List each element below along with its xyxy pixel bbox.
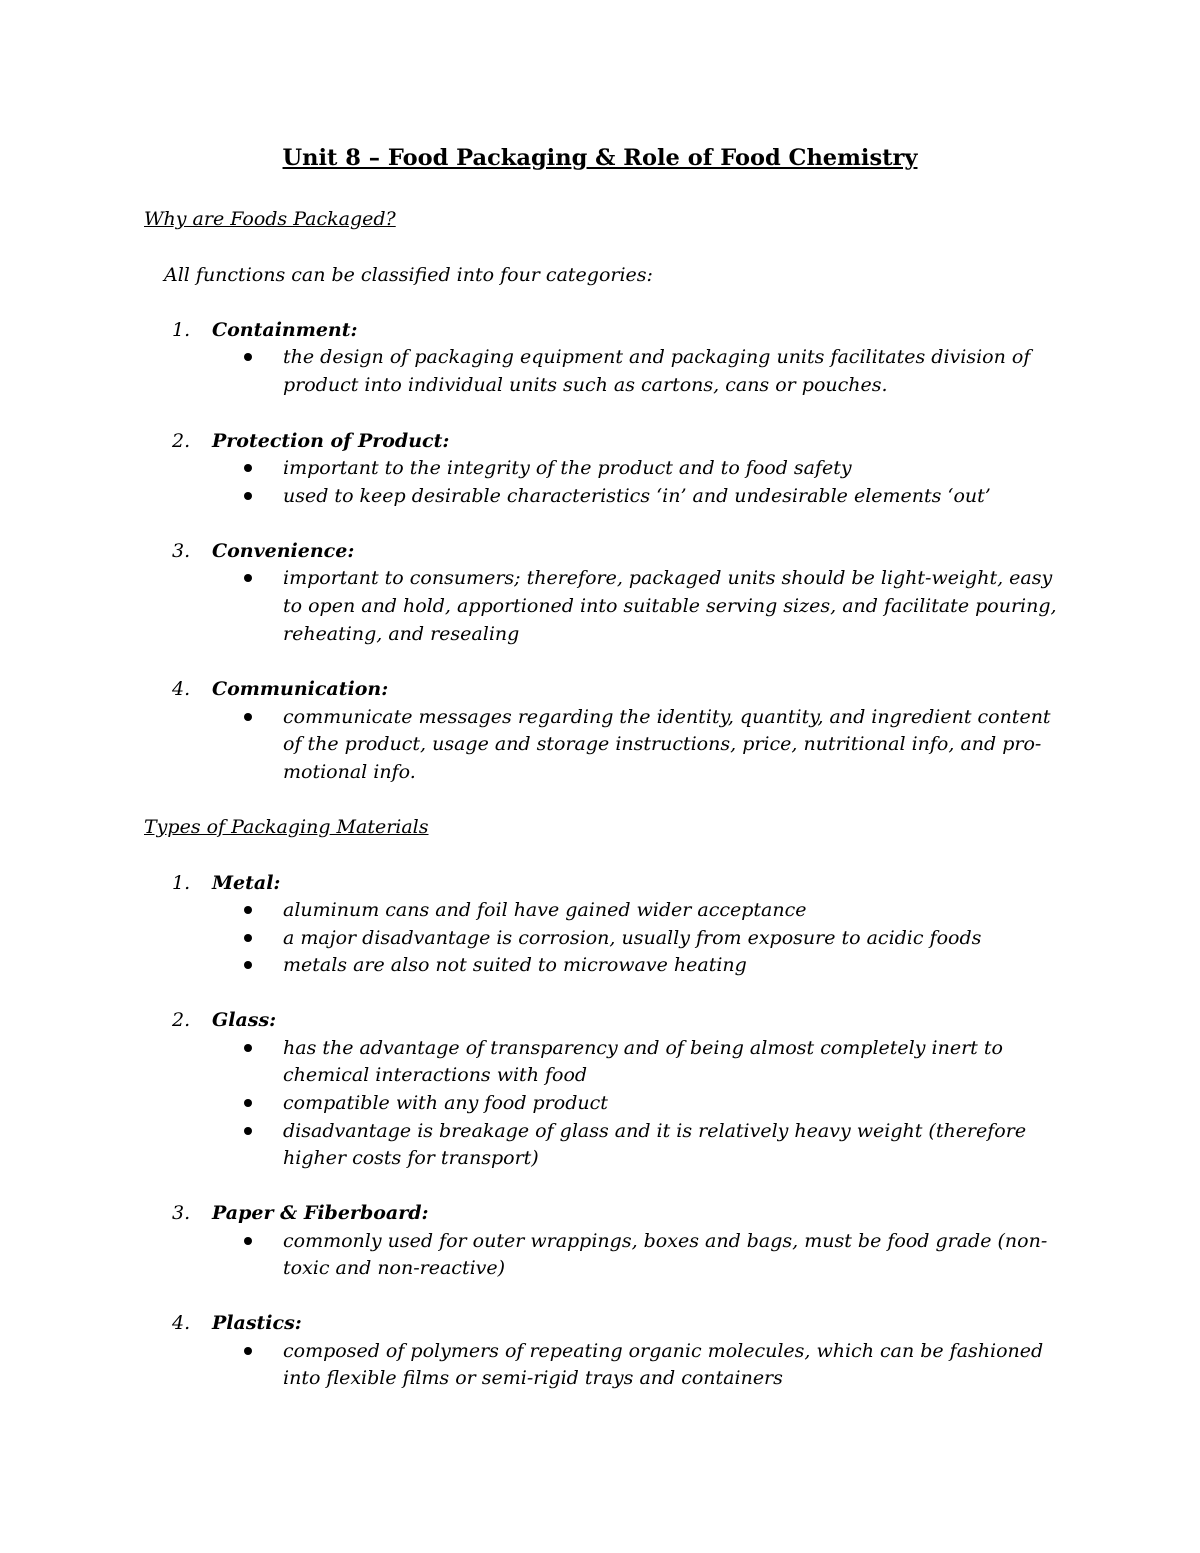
bullet-dot (244, 464, 252, 472)
list-number: 3. (172, 1202, 191, 1224)
bullet-text: compatible with any food product (283, 1092, 608, 1114)
list-number: 2. (172, 1009, 191, 1031)
bullet-text: important to consumers; therefore, packaged units should be light-weight, easy (283, 567, 1053, 589)
list-number: 4. (172, 678, 191, 700)
list-number: 4. (172, 1312, 191, 1334)
item-label-metal: Metal: (212, 872, 281, 894)
bullet-text: aluminum cans and foil have gained wider acceptance (283, 899, 807, 921)
list-number: 1. (172, 872, 191, 894)
bullet-text: of the product, usage and storage instructions, price, nutritional info, and pro- (283, 733, 1042, 755)
bullet-text: important to the integrity of the product and to food safety (283, 457, 852, 479)
bullet-text: composed of polymers of repeating organic molecules, which can be fashioned (283, 1340, 1044, 1362)
bullet-text: commonly used for outer wrappings, boxes and bags, must be food grade (non- (283, 1230, 1048, 1252)
list-number: 2. (172, 430, 191, 452)
item-label-convenience: Convenience: (212, 540, 355, 562)
section-heading-why-packaged: Why are Foods Packaged? (144, 208, 396, 230)
page-title: Unit 8 – Food Packaging & Role of Food Chemistry (282, 145, 918, 171)
bullet-text: motional info. (283, 761, 416, 783)
bullet-dot (244, 1044, 252, 1052)
item-label-glass: Glass: (212, 1009, 277, 1031)
item-label-protection: Protection of Product: (212, 430, 450, 452)
item-label-communication: Communication: (212, 678, 389, 700)
bullet-dot (244, 1127, 252, 1135)
section-intro: All functions can be classified into four categories: (164, 264, 653, 286)
bullet-text: toxic and non-reactive) (283, 1257, 506, 1279)
bullet-text: disadvantage is breakage of glass and it is relatively heavy weight (therefore (283, 1120, 1027, 1142)
bullet-text: a major disadvantage is corrosion, usually from exposure to acidic foods (283, 927, 982, 949)
bullet-text: communicate messages regarding the identity, quantity, and ingredient content (283, 706, 1051, 728)
item-label-plastics: Plastics: (212, 1312, 302, 1334)
bullet-dot (244, 713, 252, 721)
bullet-text: to open and hold, apportioned into suitable serving sizes, and facilitate pouring, (283, 595, 1057, 617)
bullet-dot (244, 934, 252, 942)
bullet-text: has the advantage of transparency and of being almost completely inert to (283, 1037, 1003, 1059)
bullet-dot (244, 353, 252, 361)
bullet-dot (244, 961, 252, 969)
bullet-dot (244, 906, 252, 914)
bullet-dot (244, 1237, 252, 1245)
bullet-text: product into individual units such as cartons, cans or pouches. (283, 374, 888, 396)
bullet-dot (244, 1099, 252, 1107)
bullet-text: higher costs for transport) (283, 1147, 539, 1169)
bullet-dot (244, 492, 252, 500)
item-label-containment: Containment: (212, 319, 358, 341)
bullet-text: metals are also not suited to microwave heating (283, 954, 747, 976)
bullet-dot (244, 574, 252, 582)
bullet-text: used to keep desirable characteristics ‘in’ and undesirable elements ‘out’ (283, 485, 991, 507)
bullet-text: the design of packaging equipment and packaging units facilitates division of (283, 346, 1031, 368)
item-label-paper-fiberboard: Paper & Fiberboard: (212, 1202, 429, 1224)
section-heading-packaging-materials: Types of Packaging Materials (144, 816, 429, 838)
bullet-text: into flexible films or semi-rigid trays and containers (283, 1367, 783, 1389)
list-number: 3. (172, 540, 191, 562)
list-number: 1. (172, 319, 191, 341)
bullet-dot (244, 1347, 252, 1355)
bullet-text: chemical interactions with food (283, 1064, 588, 1086)
bullet-text: reheating, and resealing (283, 623, 520, 645)
